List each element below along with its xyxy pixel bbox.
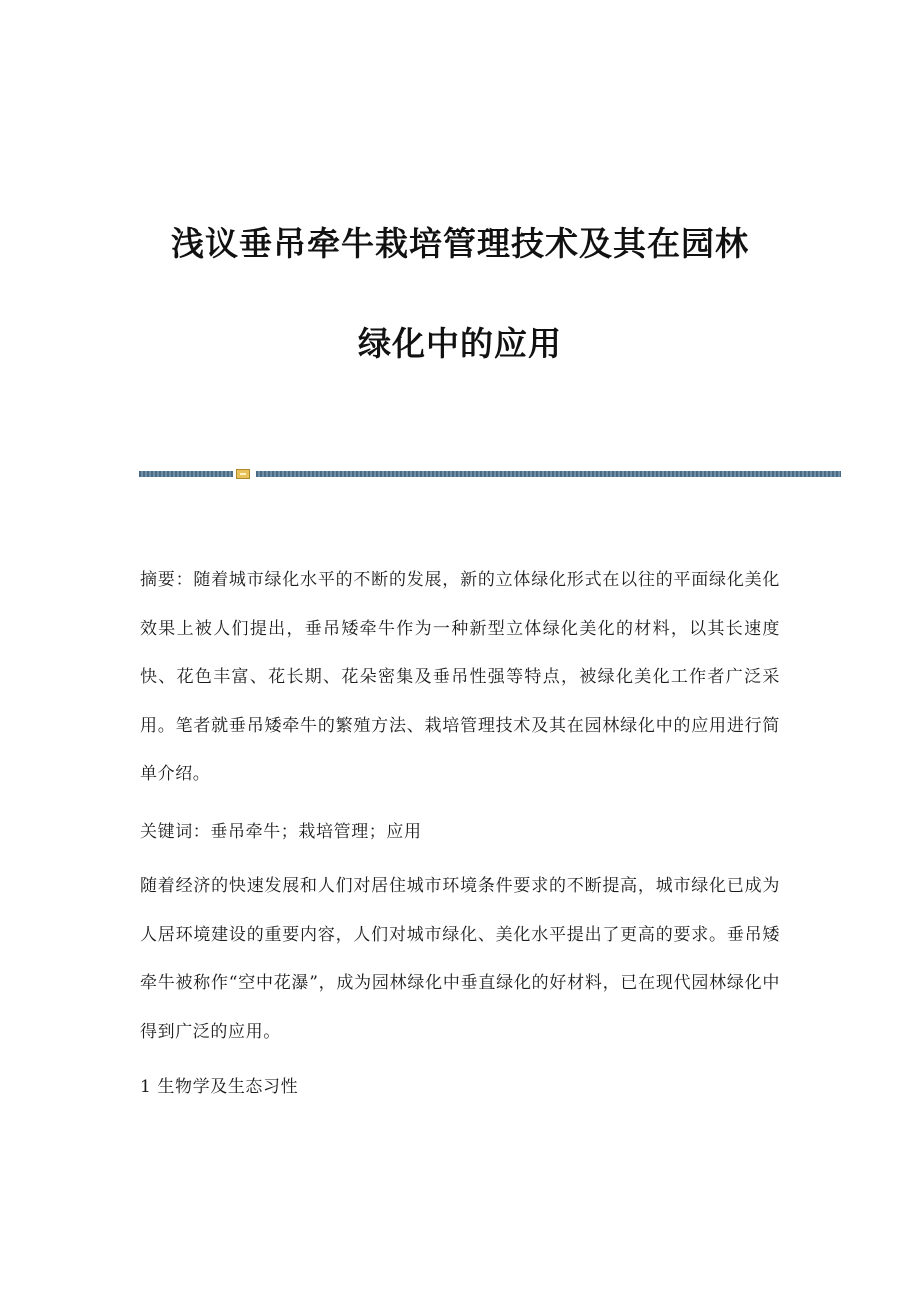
abstract-block xyxy=(140,556,780,799)
divider-ornament-icon xyxy=(236,469,250,479)
document-title-line-1: 浅议垂吊牵牛栽培管理技术及其在园林 xyxy=(171,224,749,263)
divider-bar-right xyxy=(256,471,841,477)
section-1-block xyxy=(140,1063,780,1112)
document-title-line-2: 绿化中的应用 xyxy=(358,324,562,363)
abstract-paragraph: 摘要：随着城市绿化水平的不断的发展，新的立体绿化形式在以往的平面绿化美化效果上被人们提出，垂吊矮牵牛作为一种新型立体绿化美化的材料，以其长速度快、花色丰富、花长期、花朵密集及垂吊性强等特点，被绿化美化工作者广泛采用。笔者就垂吊矮牵牛的繁殖方法、栽培管理技术及其在园林绿化中的应用进行简单介绍。 xyxy=(140,570,780,784)
intro-block xyxy=(140,862,780,1056)
intro-paragraph: 随着经济的快速发展和人们对居住城市环境条件要求的不断提高，城市绿化已成为人居环境建设的重要内容，人们对城市绿化、美化水平提出了更高的要求。垂吊矮牵牛被称作“空中花瀑”，成为园林绿化中垂直绿化的好材料，已在现代园林绿化中得到广泛的应用。 xyxy=(140,876,780,1042)
keywords-paragraph: 关键词：垂吊牵牛；栽培管理；应用 xyxy=(140,822,422,842)
title-divider xyxy=(139,469,841,479)
keywords-block xyxy=(140,808,780,857)
divider-bar-left xyxy=(139,471,233,477)
section-1-heading: 1 生物学及生态习性 xyxy=(140,1077,299,1097)
